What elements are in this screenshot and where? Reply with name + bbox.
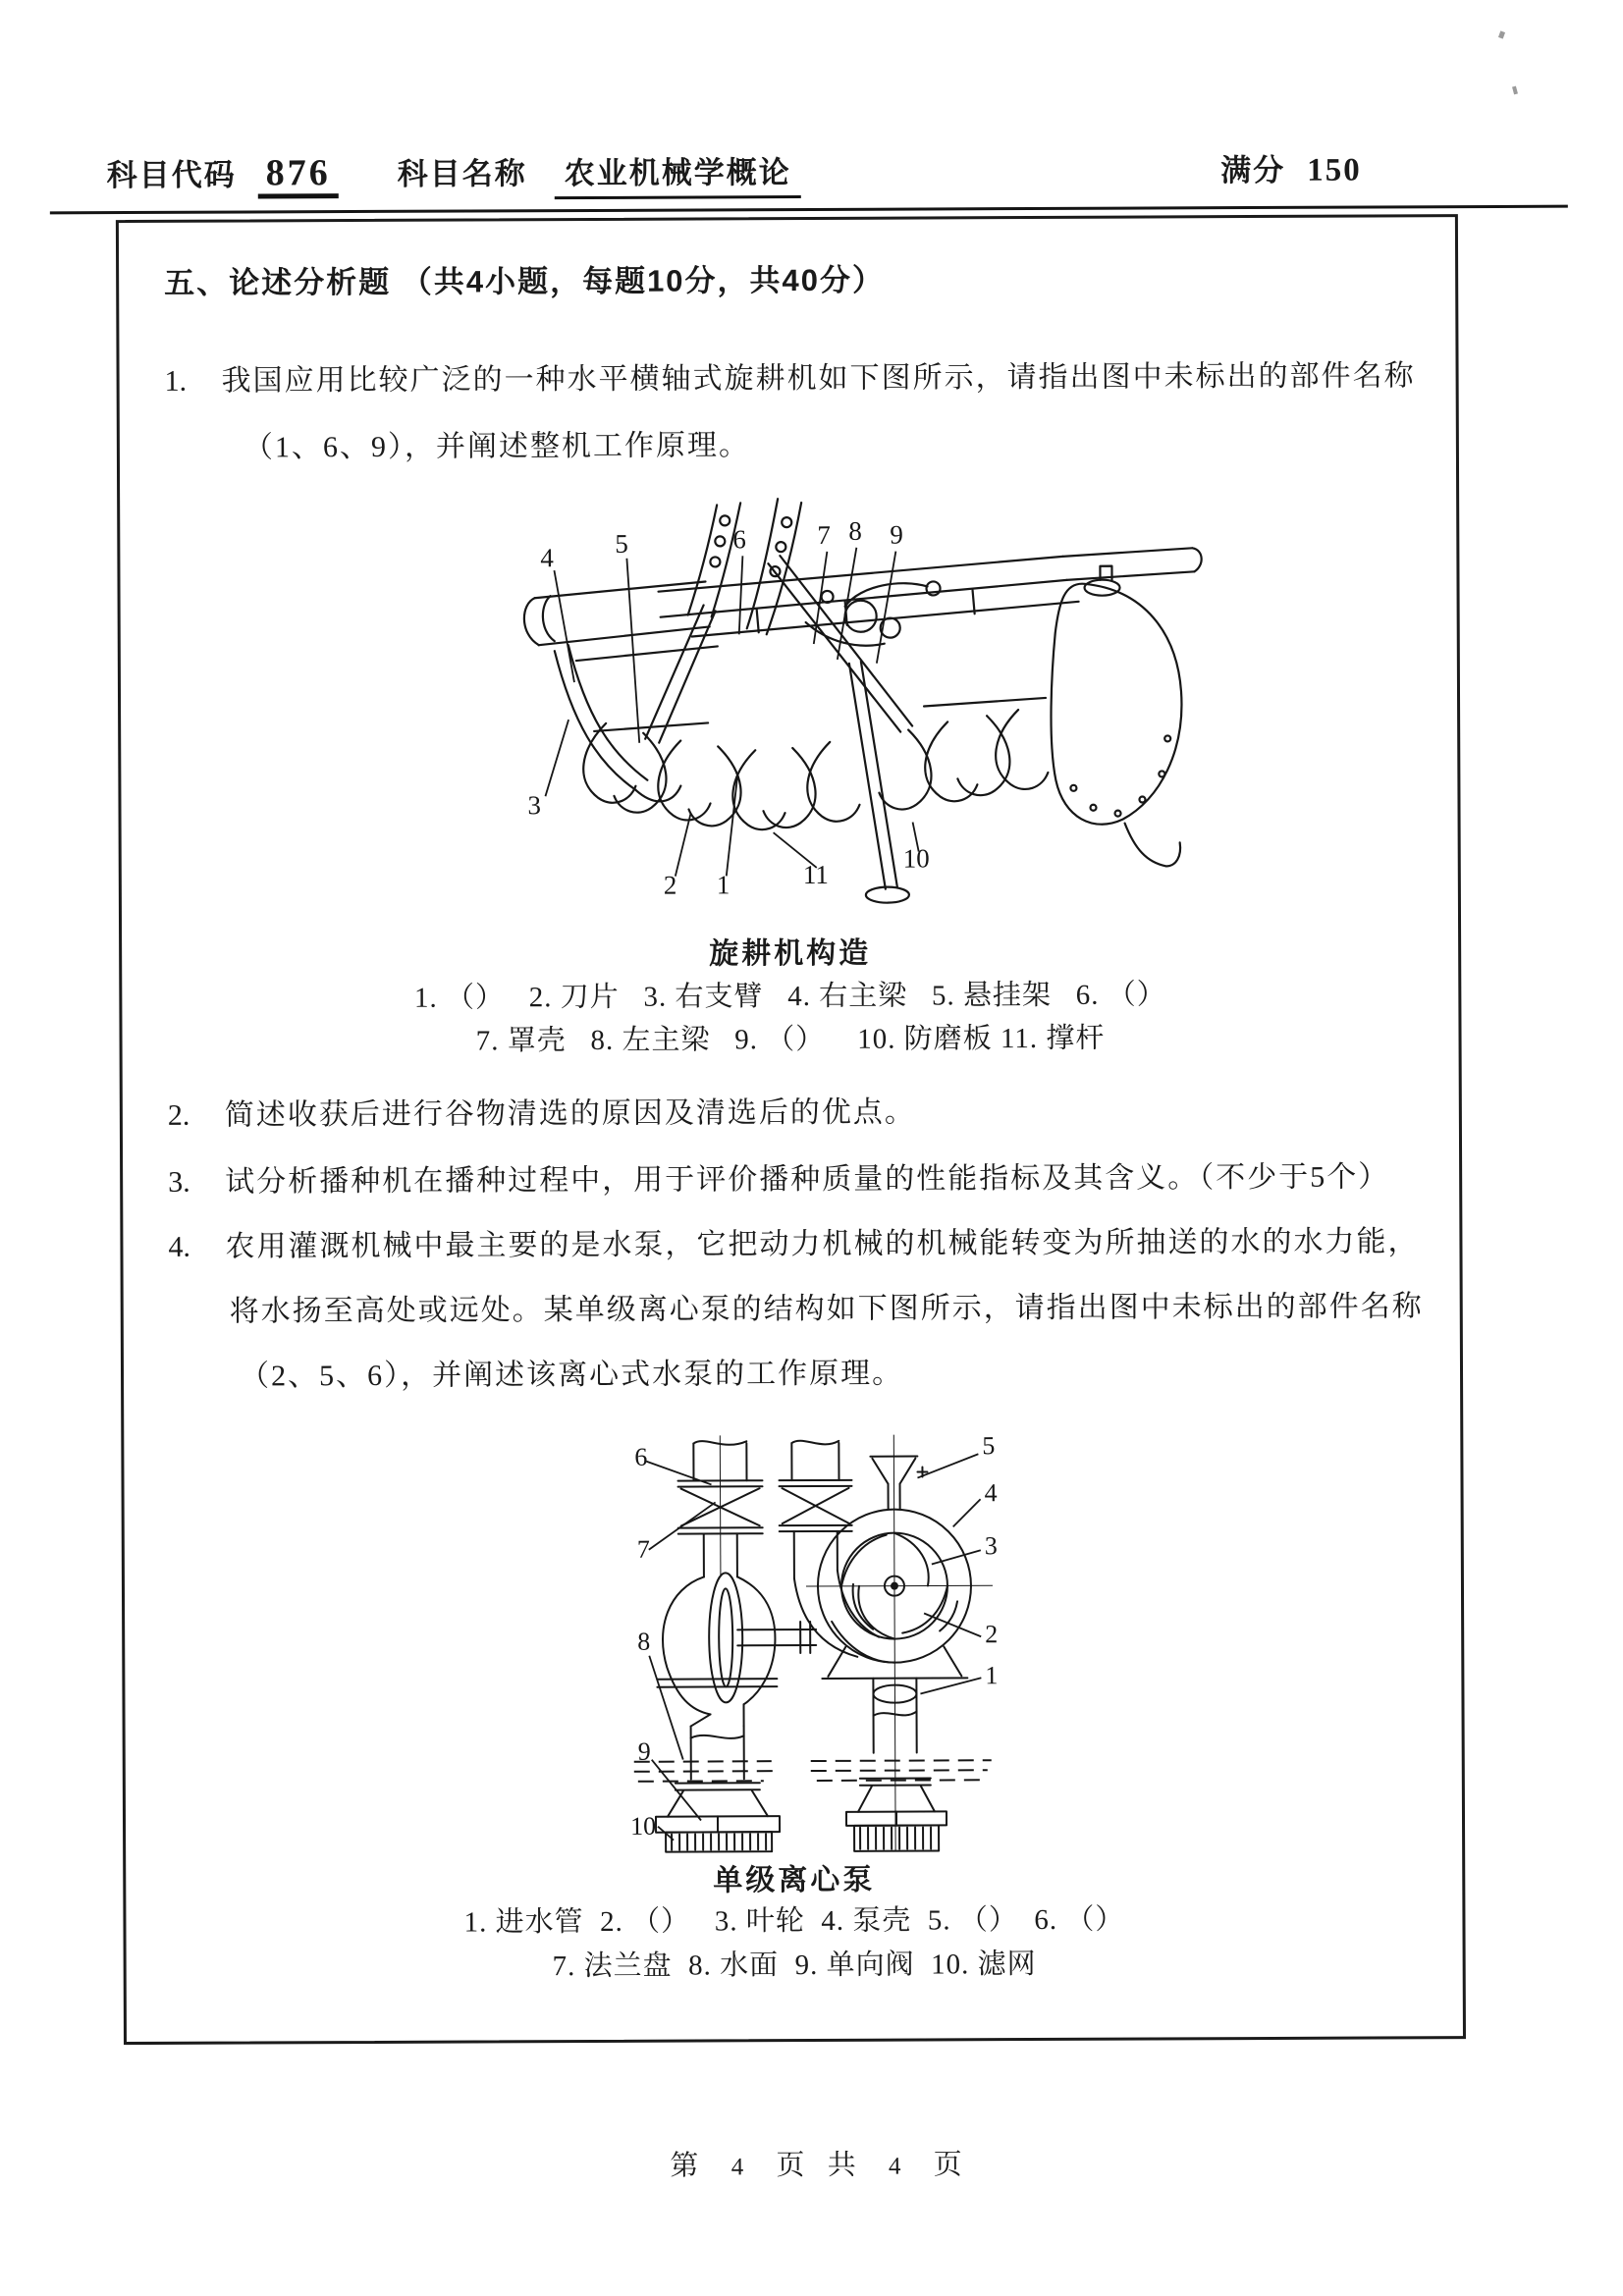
page-footer — [5, 2139, 1623, 2186]
figure1-caption: 旋耕机构造 — [709, 936, 872, 971]
question-1-text: 我国应用比较广泛的一种水平横轴式旋耕机如下图所示，请指出图中未标出的部件名称 — [221, 359, 1416, 398]
figure-centrifugal-pump — [626, 1428, 1006, 1856]
question-1-number: 1. — [164, 364, 188, 398]
figure1-parts-line-2: 7. 罩壳 8. 左主梁 9. （） 10. 防磨板 11. 撑杆 — [475, 1022, 1106, 1057]
fig2-label-4: 4 — [984, 1478, 998, 1508]
fig1-label-3: 3 — [527, 790, 542, 821]
water-surface-hatching — [634, 1760, 992, 1782]
footer-prefix: 第 — [670, 2150, 701, 2182]
fig1-label-1: 1 — [716, 870, 730, 900]
fig1-label-2: 2 — [663, 870, 677, 900]
question-3-text: 试分析播种机在播种过程中，用于评价播种质量的性能指标及其含义。（不少于5个） — [225, 1160, 1390, 1199]
question-4-line-2: 将水扬至高处或远处。某单级离心泵的结构如下图所示，请指出图中未标出的部件名称 — [229, 1290, 1424, 1328]
figure1-leader-lines — [544, 548, 918, 878]
question-box — [116, 214, 1466, 2045]
figure2-parts-line-2: 7. 法兰盘 8. 水面 9. 单向阀 10. 滤网 — [552, 1949, 1037, 1983]
footer-mid2: 共 — [827, 2149, 858, 2181]
figure2-parts-line-1: 1. 进水管 2. （） 3. 叶轮 4. 泵壳 5. （） 6. （） — [463, 1903, 1125, 1939]
subject-code-label: 科目代码 — [106, 157, 237, 193]
footer-mid1: 页 — [776, 2150, 807, 2182]
fig2-label-7: 7 — [636, 1534, 650, 1564]
question-4-number: 4. — [168, 1230, 191, 1263]
fig1-label-11: 11 — [802, 859, 829, 890]
fig1-label-5: 5 — [615, 528, 628, 559]
footer-suffix: 页 — [933, 2149, 964, 2181]
figure1-parts-line-1: 1. （） 2. 刀片 3. 右支臂 4. 右主梁 5. 悬挂架 6. （） — [413, 979, 1166, 1014]
fig2-label-3: 3 — [984, 1531, 998, 1561]
fig2-label-9: 9 — [637, 1736, 651, 1766]
fig1-label-7: 7 — [817, 519, 831, 550]
fig2-label-10: 10 — [629, 1811, 657, 1841]
full-score — [1220, 145, 1362, 190]
fig2-label-1: 1 — [985, 1661, 999, 1690]
subject-name-value: 农业机械学概论 — [555, 147, 801, 199]
fig1-label-8: 8 — [848, 515, 862, 546]
exam-header — [107, 144, 1460, 201]
header-divider — [50, 205, 1568, 215]
figure-rotary-tiller — [511, 493, 1210, 922]
rotary-tiller-svg — [511, 493, 1210, 922]
question-4-line-3: （2、5、6），并阐述该离心式水泵的工作原理。 — [239, 1357, 904, 1393]
question-3-number: 3. — [168, 1165, 190, 1199]
fig2-label-6: 6 — [634, 1442, 648, 1471]
question-3-line-1 — [168, 1151, 1389, 1200]
centrifugal-pump-svg — [626, 1428, 1006, 1856]
fig2-label-8: 8 — [637, 1627, 651, 1656]
question-1-line-1 — [164, 350, 1415, 400]
question-4-text: 农用灌溉机械中最主要的是水泵，它把动力机械的机械能转变为所抽送的水的水力能， — [225, 1225, 1420, 1263]
footer-total-pages: 4 — [888, 2153, 903, 2180]
pump-centerlines — [720, 1434, 994, 1851]
full-score-value: 150 — [1307, 152, 1362, 188]
subject-name-label: 科目名称 — [397, 156, 527, 191]
fig2-label-5: 5 — [982, 1431, 996, 1461]
fig2-label-2: 2 — [985, 1620, 999, 1649]
full-score-label: 满分 — [1220, 152, 1286, 188]
pump-drawing — [654, 1440, 972, 1852]
fig1-label-10: 10 — [902, 843, 930, 874]
question-2-line-1 — [168, 1088, 916, 1134]
section-title: 五、论述分析题 （共4小题，每题10分，共40分） — [164, 262, 886, 300]
figure2-number-labels — [628, 1431, 999, 1841]
question-2-number: 2. — [167, 1098, 190, 1132]
fig1-label-6: 6 — [732, 524, 746, 555]
fig1-label-9: 9 — [890, 519, 903, 550]
fig1-label-4: 4 — [540, 543, 554, 573]
figure2-caption: 单级离心泵 — [713, 1863, 876, 1897]
question-2-text: 简述收获后进行谷物清选的原因及清选后的优点。 — [224, 1095, 916, 1132]
question-1-line-2: （1、6、9），并阐述整机工作原理。 — [243, 429, 750, 464]
question-4-line-1 — [168, 1216, 1419, 1265]
footer-page-number: 4 — [730, 2154, 746, 2181]
subject-code-value: 876 — [258, 154, 339, 198]
